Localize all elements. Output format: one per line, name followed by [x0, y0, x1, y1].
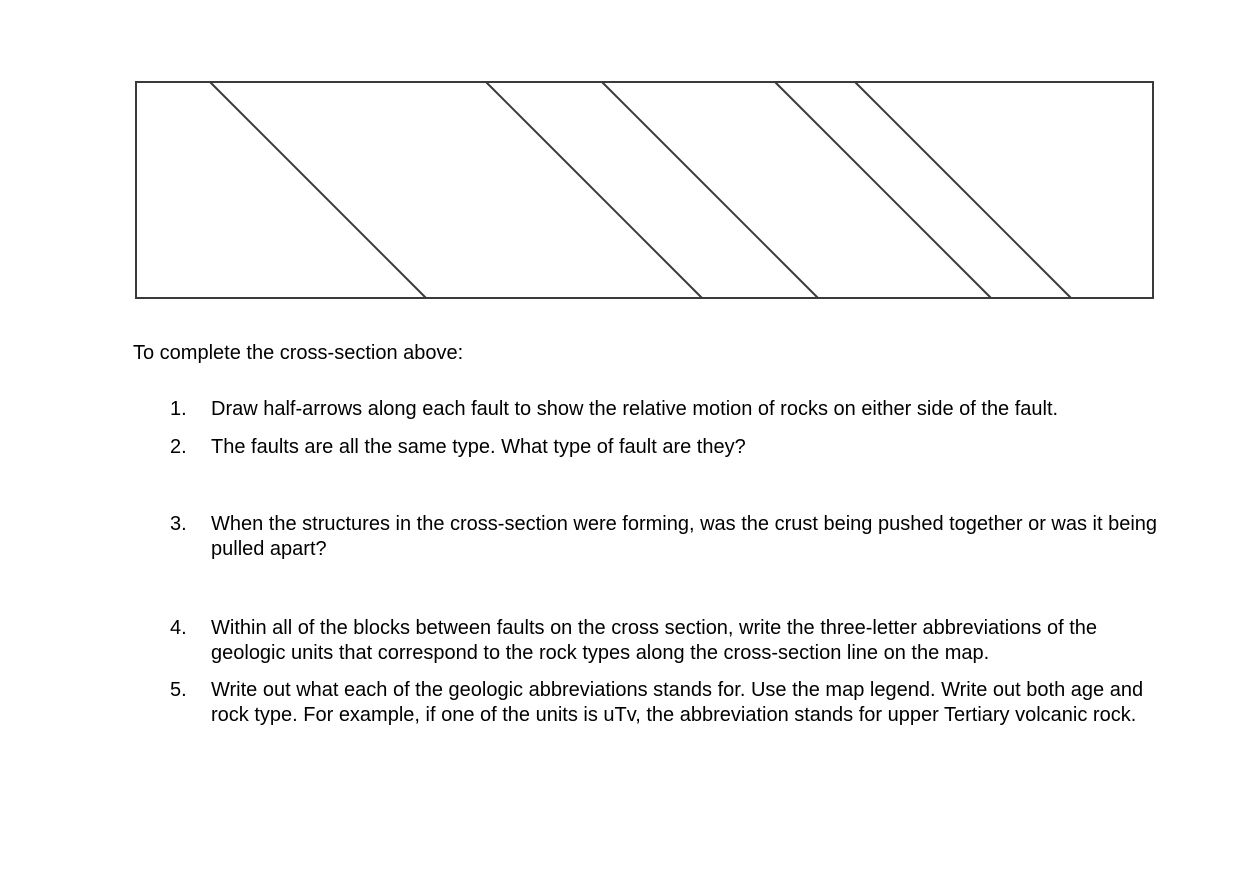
- instruction-item: [170, 512, 1170, 561]
- instruction-item: [170, 678, 1170, 727]
- instruction-item: [170, 397, 1170, 422]
- cross-section-diagram: [0, 0, 1242, 320]
- intro-text: To complete the cross-section above:: [133, 342, 464, 364]
- instruction-list: [170, 397, 1170, 727]
- instruction-number: 4.: [170, 617, 187, 639]
- instruction-item: [170, 435, 1170, 460]
- instruction-text: Draw half-arrows along each fault to show the relative motion of rocks on either side of the fault.: [211, 398, 1059, 420]
- instruction-number: 3.: [170, 513, 187, 535]
- instruction-item: [170, 616, 1170, 665]
- fault-line-1: [210, 82, 426, 298]
- instruction-number: 5.: [170, 679, 187, 701]
- instruction-number: 1.: [170, 398, 187, 420]
- instruction-number: 2.: [170, 435, 187, 458]
- fault-line-2: [486, 82, 702, 298]
- instruction-text: The faults are all the same type. What type of fault are they?: [211, 435, 746, 458]
- fault-line-5: [855, 82, 1071, 298]
- fault-line-3: [602, 82, 818, 298]
- cross-section-frame: [136, 82, 1153, 298]
- instruction-text: When the structures in the cross-section were forming, was the crust being pushed together or was it being pulled apart?: [211, 513, 1158, 560]
- fault-line-4: [775, 82, 991, 298]
- instruction-text: Within all of the blocks between faults on the cross section, write the three-letter abbreviations of the geologic units that correspond to the rock types along the cross-section line on the map.: [211, 617, 1098, 664]
- instruction-text: Write out what each of the geologic abbreviations stands for. Use the map legend. Write out both age and rock type. For example, if one of the units is uTv, the abbreviation stands for upper Tertiary volcanic rock.: [211, 679, 1144, 726]
